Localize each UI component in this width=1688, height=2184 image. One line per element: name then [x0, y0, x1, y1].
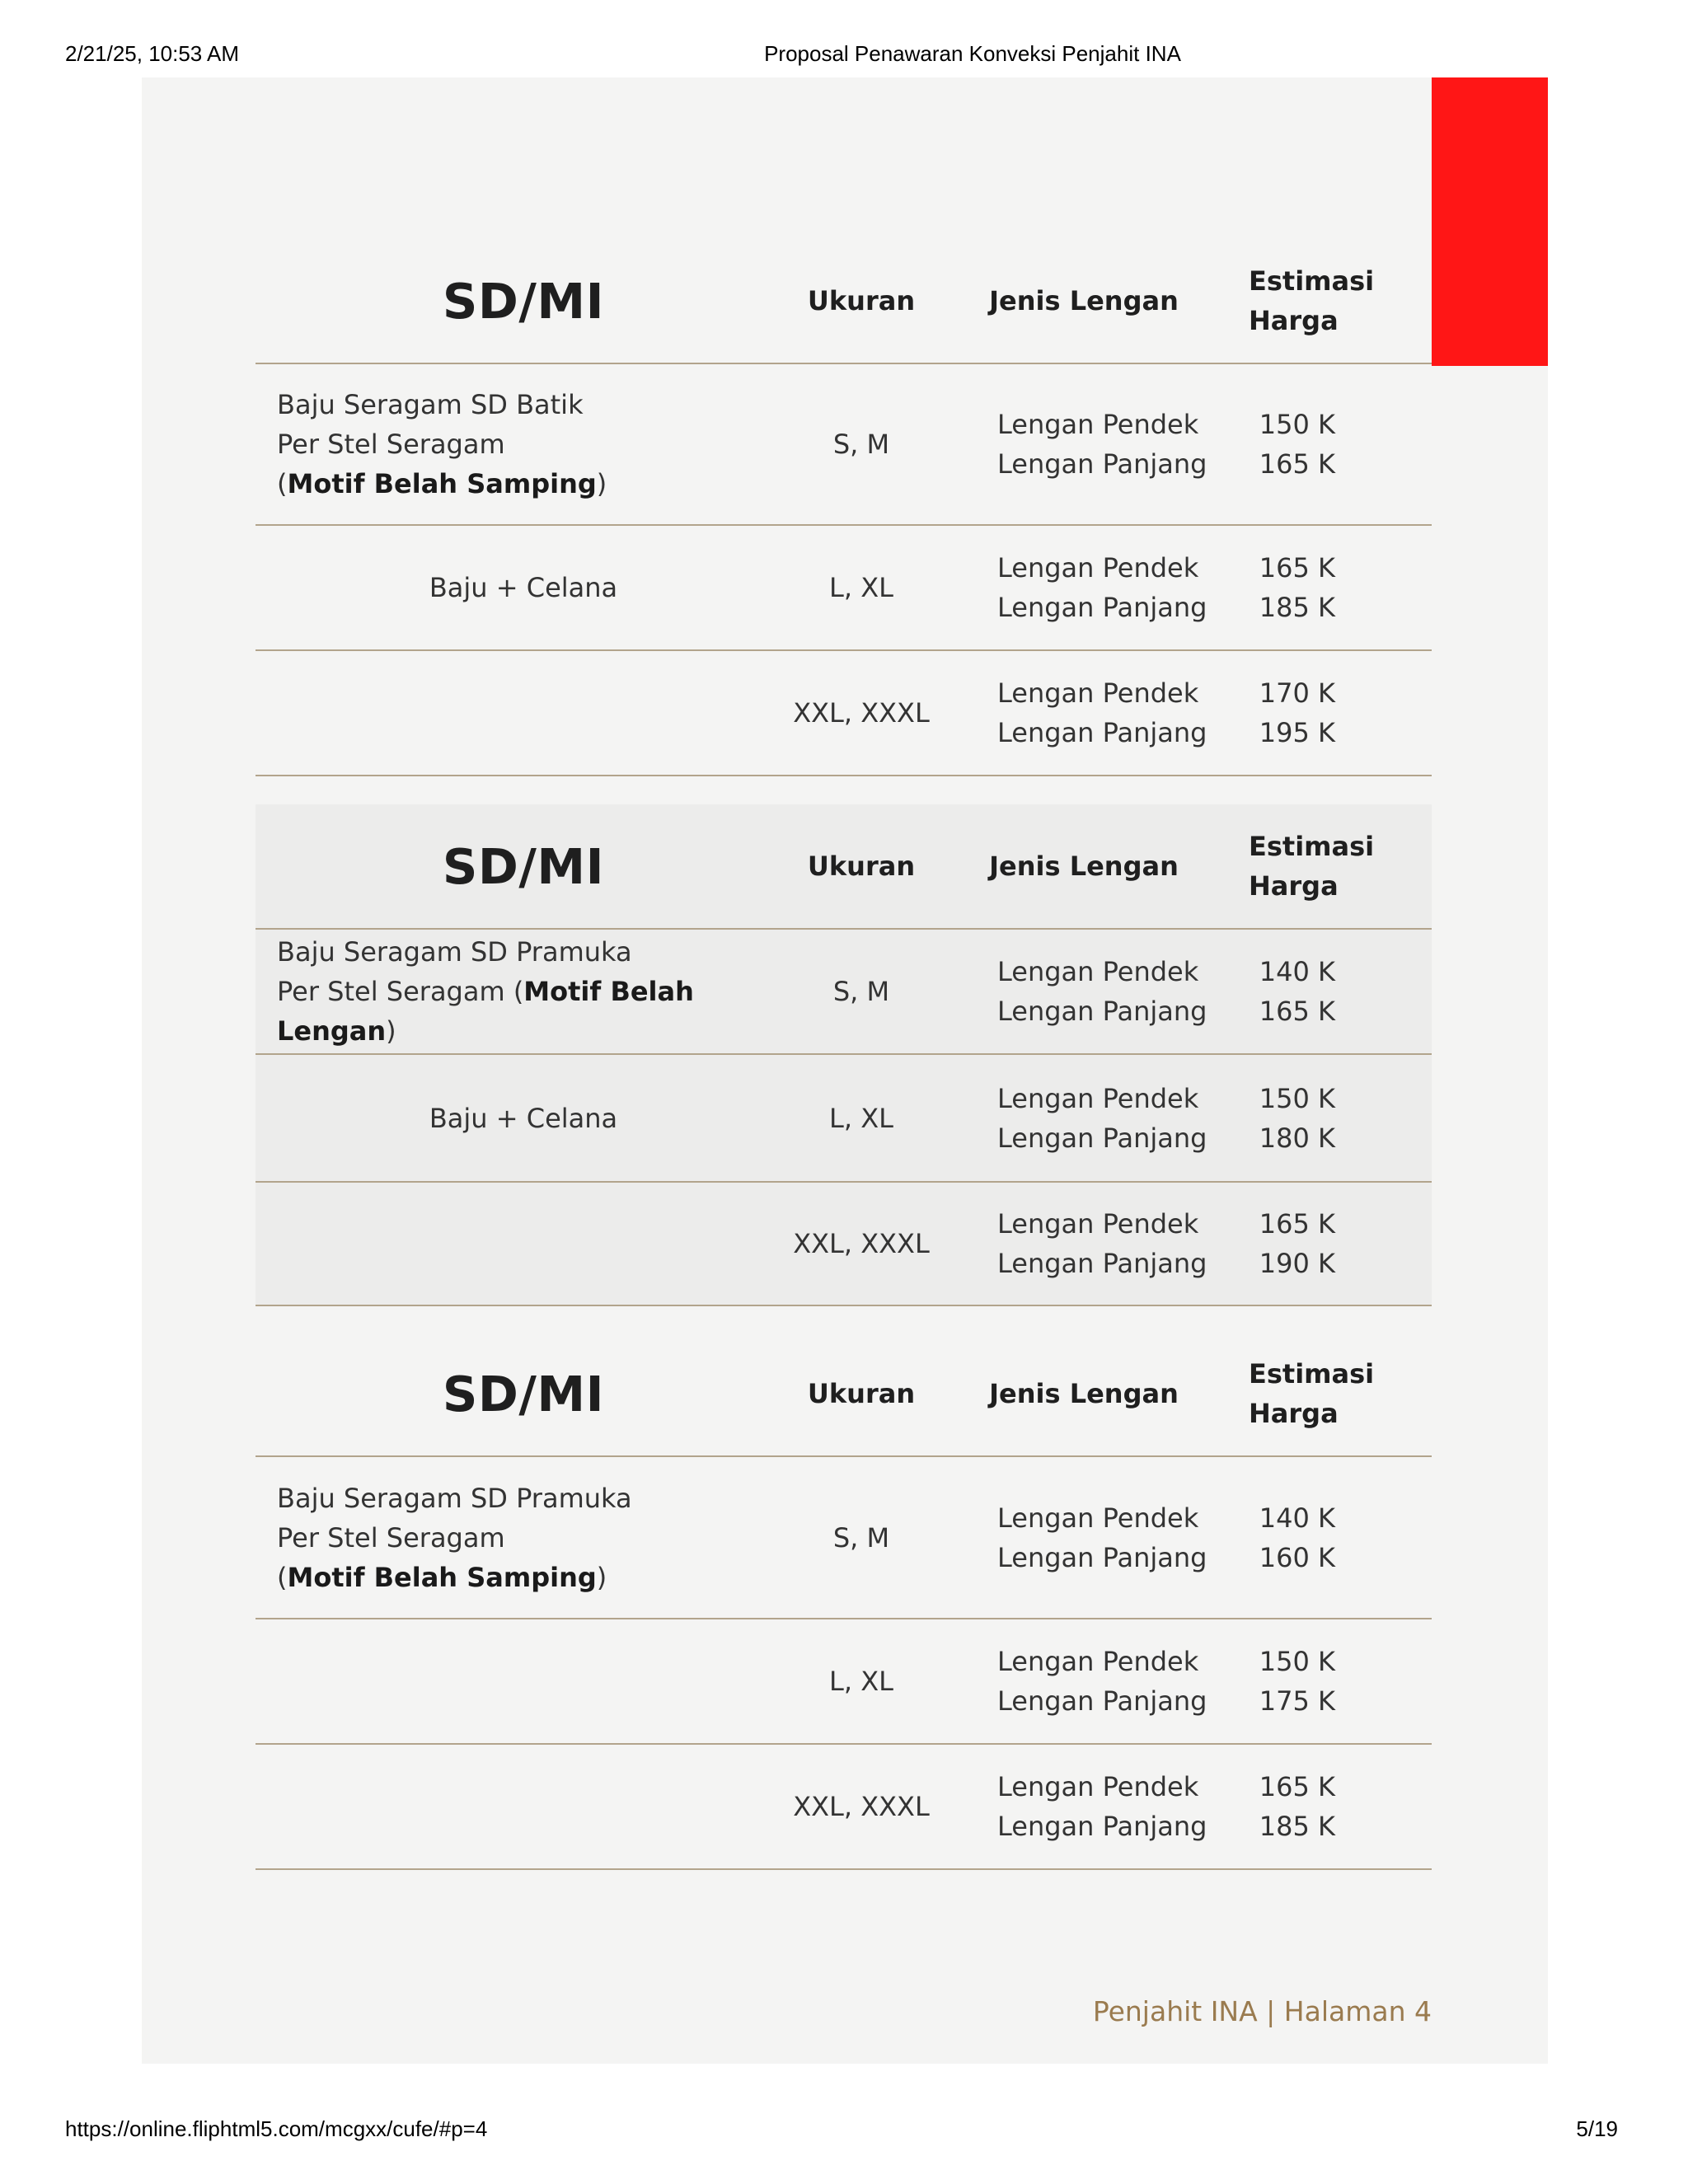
price-short: 150 K: [1259, 1646, 1335, 1677]
sleeve-long: Lengan Panjang: [997, 592, 1207, 623]
print-header: [0, 41, 1688, 69]
price-table-pramuka-lengan: [256, 804, 1432, 1306]
size-value: S, M: [832, 1521, 890, 1554]
sleeve-short: Lengan Pendek: [997, 1208, 1199, 1240]
price-short: 140 K: [1259, 1502, 1335, 1534]
sleeve-short: Lengan Pendek: [997, 956, 1199, 987]
table-row: [256, 930, 1432, 1055]
sleeve-short: Lengan Pendek: [997, 1771, 1199, 1802]
table-row: [256, 526, 1432, 651]
column-price-line1: Estimasi: [1249, 1358, 1375, 1390]
print-title: Proposal Penawaran Konveksi Penjahit INA: [764, 41, 1181, 66]
sleeve-long: Lengan Panjang: [997, 1122, 1207, 1154]
price-short: 165 K: [1259, 552, 1335, 583]
sleeve-short: Lengan Pendek: [997, 1646, 1199, 1677]
product-name-line: Per Stel Seragam (Motif Belah Lengan): [277, 976, 694, 1047]
column-price-line2: Harga: [1249, 1398, 1339, 1429]
print-url[interactable]: https://online.fliphtml5.com/mcgxx/cufe/#p=4: [65, 2116, 488, 2141]
table-row: [256, 651, 1432, 776]
sleeve-short: Lengan Pendek: [997, 1502, 1199, 1534]
table-header: [256, 1332, 1432, 1457]
price-long: 175 K: [1259, 1685, 1335, 1717]
price-long: 165 K: [1259, 448, 1335, 480]
product-name: Baju + Celana: [429, 572, 618, 603]
price-table-batik: [256, 239, 1432, 776]
product-name-line: Baju Seragam SD Pramuka: [277, 936, 632, 968]
product-name-line: Baju Seragam SD Pramuka: [277, 1482, 632, 1514]
column-price-line1: Estimasi: [1249, 831, 1375, 862]
table-header: [256, 804, 1432, 930]
product-name-line: (Motif Belah Samping): [277, 1561, 607, 1593]
price-long: 185 K: [1259, 592, 1335, 623]
table-row: [256, 1183, 1432, 1306]
column-sleeve: Jenis Lengan: [989, 851, 1179, 882]
sleeve-long: Lengan Panjang: [997, 1811, 1207, 1842]
price-short: 170 K: [1259, 677, 1335, 709]
price-short: 140 K: [1259, 956, 1335, 987]
price-short: 165 K: [1259, 1771, 1335, 1802]
table-header: [256, 239, 1432, 364]
sleeve-short: Lengan Pendek: [997, 409, 1199, 440]
table-row: [256, 1055, 1432, 1183]
sleeve-long: Lengan Panjang: [997, 1541, 1207, 1573]
price-short: 165 K: [1259, 1208, 1335, 1240]
print-page-number: 5/19: [1576, 2116, 1618, 2141]
sleeve-long: Lengan Panjang: [997, 1685, 1207, 1717]
column-price-line2: Harga: [1249, 870, 1339, 902]
column-size: Ukuran: [807, 1378, 916, 1409]
sleeve-long: Lengan Panjang: [997, 717, 1207, 748]
product-name-line: (Motif Belah Samping): [277, 468, 607, 499]
product-name-line: Per Stel Seragam: [277, 1521, 505, 1554]
print-datetime: 2/21/25, 10:53 AM: [65, 41, 240, 66]
print-footer: [0, 2116, 1688, 2144]
price-long: 180 K: [1259, 1122, 1335, 1154]
price-short: 150 K: [1259, 409, 1335, 440]
sleeve-short: Lengan Pendek: [997, 1082, 1199, 1114]
column-size: Ukuran: [807, 285, 916, 316]
document-page: [142, 77, 1548, 2064]
table-row: [256, 1457, 1432, 1619]
size-value: S, M: [832, 976, 890, 1007]
price-long: 165 K: [1259, 996, 1335, 1027]
sleeve-short: Lengan Pendek: [997, 677, 1199, 709]
size-value: L, XL: [829, 1666, 893, 1697]
product-name-line: Baju Seragam SD Batik: [277, 389, 584, 420]
price-long: 190 K: [1259, 1248, 1335, 1279]
size-value: S, M: [832, 429, 890, 460]
column-size: Ukuran: [807, 851, 916, 882]
column-sleeve: Jenis Lengan: [989, 1378, 1179, 1409]
sleeve-long: Lengan Panjang: [997, 448, 1207, 480]
table-row: [256, 1619, 1432, 1745]
table-title: SD/MI: [442, 1365, 605, 1422]
product-name: Baju + Celana: [429, 1102, 618, 1134]
table-row: [256, 364, 1432, 526]
size-value: XXL, XXXL: [793, 697, 930, 729]
red-accent-block: [1432, 77, 1548, 366]
column-sleeve: Jenis Lengan: [989, 285, 1179, 316]
table-row: [256, 1745, 1432, 1870]
column-price-line1: Estimasi: [1249, 265, 1375, 297]
sleeve-long: Lengan Panjang: [997, 996, 1207, 1027]
product-name-line: Per Stel Seragam: [277, 429, 505, 460]
sleeve-short: Lengan Pendek: [997, 552, 1199, 583]
price-table-pramuka-samping: [256, 1332, 1432, 1870]
table-title: SD/MI: [442, 272, 605, 330]
page-footer: Penjahit INA | Halaman 4: [1092, 1995, 1432, 2027]
size-value: XXL, XXXL: [793, 1228, 930, 1259]
price-short: 150 K: [1259, 1082, 1335, 1114]
sleeve-long: Lengan Panjang: [997, 1248, 1207, 1279]
size-value: L, XL: [829, 572, 893, 603]
column-price-line2: Harga: [1249, 305, 1339, 336]
table-title: SD/MI: [442, 837, 605, 895]
price-long: 160 K: [1259, 1541, 1335, 1573]
size-value: XXL, XXXL: [793, 1791, 930, 1822]
price-long: 185 K: [1259, 1811, 1335, 1842]
price-long: 195 K: [1259, 717, 1335, 748]
size-value: L, XL: [829, 1102, 893, 1134]
